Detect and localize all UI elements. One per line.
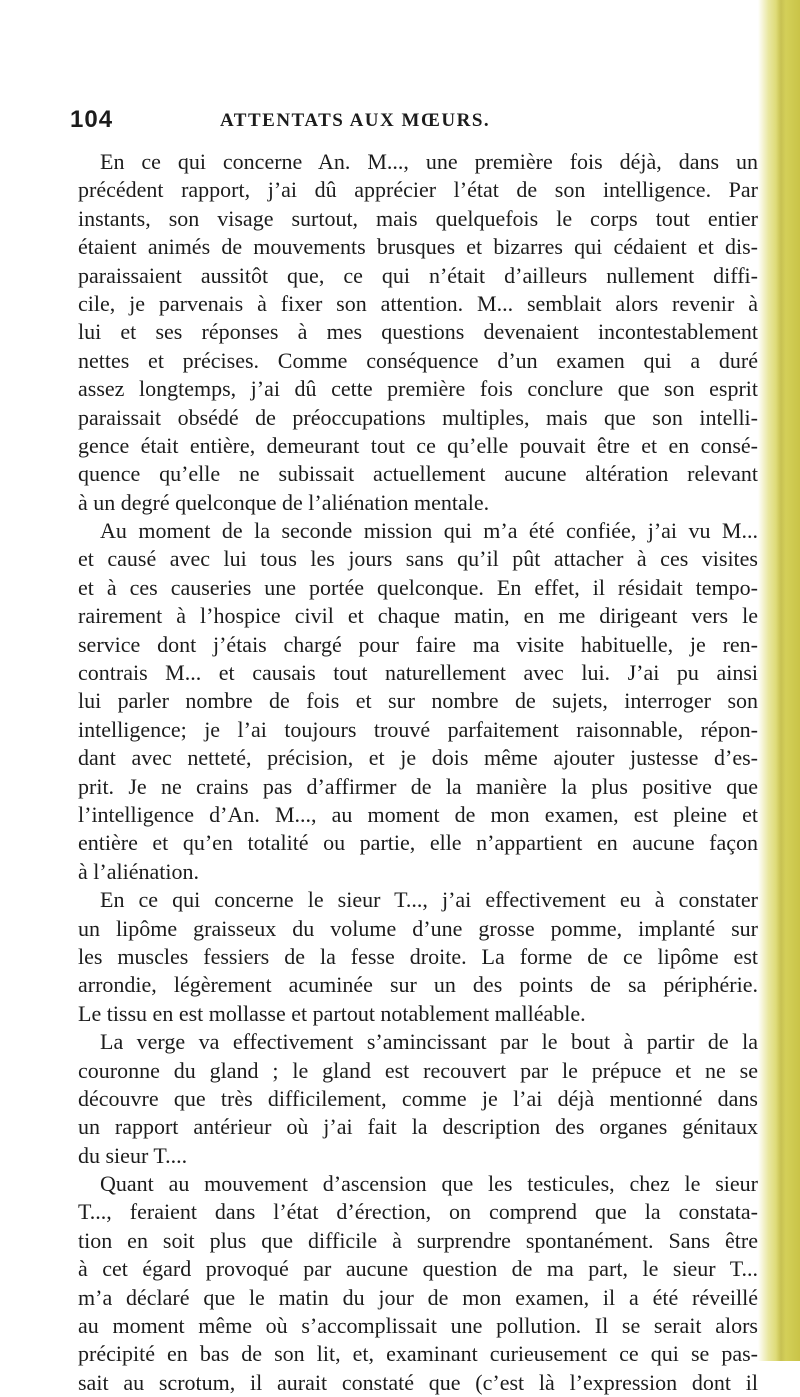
text-line: paraissait obsédé de préoccupations multiples, mais que son intelli- bbox=[78, 404, 758, 430]
text-line: l’intelligence d’An. M..., au moment de mon examen, est pleine et bbox=[78, 801, 758, 827]
text-line: contrais M... et causais tout naturellement avec lui. J’ai pu ainsi bbox=[78, 660, 758, 686]
text-line: et causé avec lui tous les jours sans qu’il pût attacher à ces visites bbox=[78, 546, 758, 572]
text-line: un lipôme graisseux du volume d’une grosse pomme, implanté sur bbox=[78, 915, 758, 941]
text-line: les muscles fessiers de la fesse droite. La forme de ce lipôme est bbox=[78, 943, 758, 969]
body-text bbox=[78, 148, 758, 1397]
text-line: quence qu’elle ne subissait actuellement aucune altération relevant bbox=[78, 461, 758, 487]
text-line: Quant au mouvement d’ascension que les testicules, chez le sieur bbox=[100, 1171, 758, 1197]
page-header bbox=[70, 106, 760, 134]
page-number: 104 bbox=[70, 106, 114, 133]
text-line: lui parler nombre de fois et sur nombre de sujets, interroger son bbox=[78, 688, 758, 714]
text-line: La verge va effectivement s’amincissant par le bout à partir de la bbox=[100, 1029, 758, 1055]
text-line: découvre que très difficilement, comme je l’ai déjà mentionné dans bbox=[78, 1085, 758, 1111]
text-line: du sieur T.... bbox=[78, 1142, 188, 1168]
text-line: gence était entière, demeurant tout ce qu’elle pouvait être et en consé- bbox=[78, 432, 758, 458]
text-line: m’a déclaré que le matin du jour de mon examen, il a été réveillé bbox=[78, 1284, 758, 1310]
text-line: à cet égard provoqué par aucune question de ma part, le sieur T... bbox=[78, 1256, 758, 1282]
text-line: En ce qui concerne An. M..., une première fois déjà, dans un bbox=[100, 149, 758, 174]
text-line: étaient animés de mouvements brusques et bizarres qui cédaient et dis- bbox=[78, 234, 758, 260]
text-line: En ce qui concerne le sieur T..., j’ai effectivement eu à constater bbox=[100, 887, 758, 913]
text-line: tion en soit plus que difficile à surprendre spontanément. Sans être bbox=[78, 1227, 758, 1253]
text-line: lui et ses réponses à mes questions devenaient incontestablement bbox=[78, 319, 758, 345]
text-line: précédent rapport, j’ai dû apprécier l’état de son intelligence. Par bbox=[78, 177, 758, 203]
text-line: arrondie, légèrement acuminée sur un des points de sa périphérie. bbox=[78, 972, 758, 998]
text-line: à un degré quelconque de l’aliénation mentale. bbox=[78, 489, 490, 515]
text-line: T..., feraient dans l’état d’érection, on comprend que la constata- bbox=[78, 1199, 758, 1225]
text-line: intelligence; je l’ai toujours trouvé parfaitement raisonnable, répon- bbox=[78, 716, 758, 742]
text-line: sait au scrotum, il aurait constaté que (c’est là l’expression dont il bbox=[78, 1369, 758, 1395]
text-line: entière et qu’en totalité ou partie, elle n’appartient en aucune façon bbox=[78, 830, 758, 856]
running-title: ATTENTATS AUX MŒURS. bbox=[220, 110, 491, 131]
text-line: rairement à l’hospice civil et chaque matin, en me dirigeant vers le bbox=[78, 603, 758, 629]
text-line: au moment même où s’accomplissait une pollution. Il se serait alors bbox=[78, 1313, 758, 1339]
text-line: dant avec netteté, précision, et je dois même ajouter justesse d’es- bbox=[78, 745, 758, 771]
text-line: assez longtemps, j’ai dû cette première fois conclure que son esprit bbox=[78, 376, 758, 402]
text-line: à l’aliénation. bbox=[78, 858, 199, 884]
text-line: cile, je parvenais à fixer son attention. M... semblait alors revenir à bbox=[78, 290, 758, 316]
text-line: couronne du gland ; le gland est recouvert par le prépuce et ne se bbox=[78, 1057, 758, 1083]
text-line: instants, son visage surtout, mais quelquefois le corps tout entier bbox=[78, 205, 758, 231]
text-line: Au moment de la seconde mission qui m’a été confiée, j’ai vu M... bbox=[100, 518, 758, 544]
page-edge-shadow bbox=[776, 0, 786, 1361]
text-line: un rapport antérieur où j’ai fait la description des organes génitaux bbox=[78, 1114, 758, 1140]
text-line: Le tissu en est mollasse et partout notablement malléable. bbox=[78, 1000, 586, 1026]
text-line: service dont j’étais chargé pour faire ma visite habituelle, je ren- bbox=[78, 631, 758, 657]
text-line: précipité en bas de son lit, et, examinant curieusement ce qui se pas- bbox=[78, 1341, 758, 1367]
text-line: nettes et précises. Comme conséquence d’un examen qui a duré bbox=[78, 347, 758, 373]
text-line: prit. Je ne crains pas d’affirmer de la manière la plus positive que bbox=[78, 773, 758, 799]
text-line: et à ces causeries une portée quelconque. En effet, il résidait tempo- bbox=[78, 574, 758, 600]
text-line: paraissaient aussitôt que, ce qui n’était d’ailleurs nullement diffi- bbox=[78, 262, 758, 288]
